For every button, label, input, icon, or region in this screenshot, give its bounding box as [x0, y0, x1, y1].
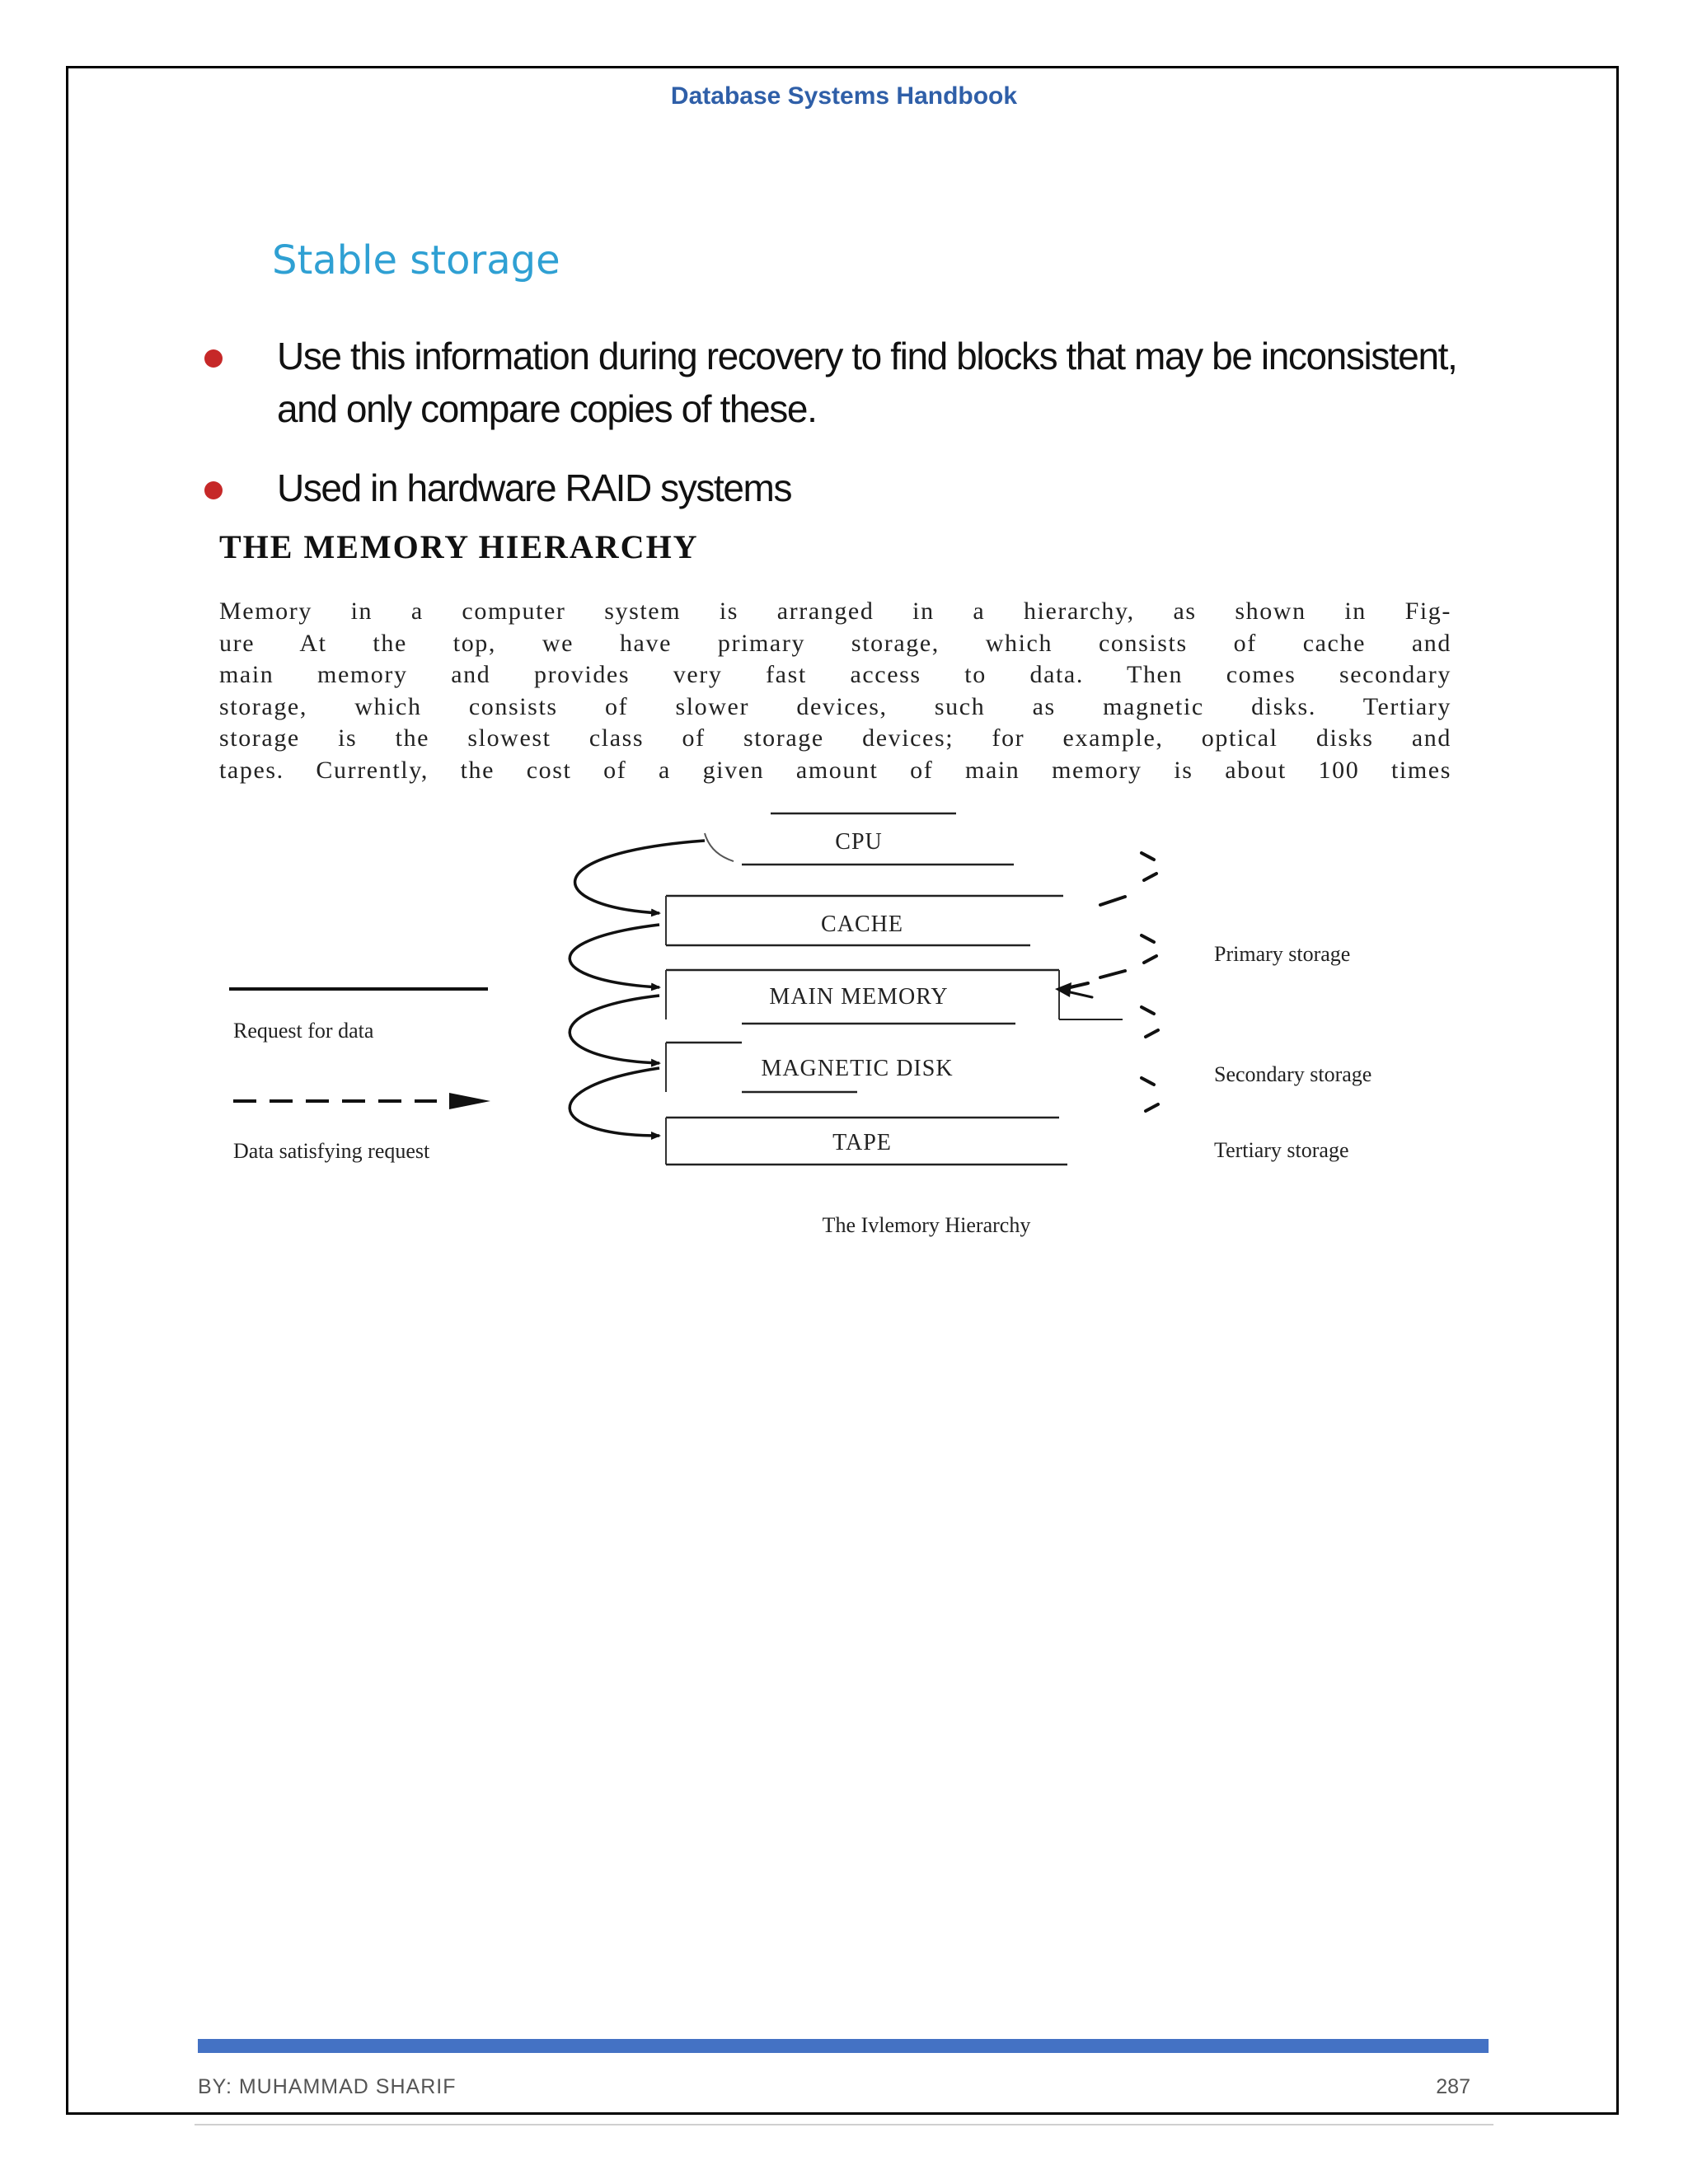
- legend-arrowhead-icon: [449, 1093, 490, 1109]
- section-title: Stable storage: [272, 237, 560, 284]
- paragraph-line: tapes. Currently, the cost of a given amount of main memory is about 100 times: [219, 756, 1451, 784]
- level-main-memory: [666, 970, 1123, 1024]
- bullet-line: and only compare copies of these.: [277, 387, 817, 430]
- footer-bar: [198, 2039, 1489, 2053]
- page-number: 287: [1436, 2075, 1470, 2098]
- tertiary-storage-label: Tertiary storage: [1214, 1138, 1349, 1162]
- level-label: MAIN MEMORY: [769, 984, 949, 1010]
- level-label: CACHE: [821, 912, 903, 937]
- footer-author: BY: MUHAMMAD SHARIF: [198, 2075, 457, 2098]
- primary-storage-label: Primary storage: [1214, 942, 1351, 966]
- request-arrows: [570, 841, 705, 1136]
- running-header: Database Systems Handbook: [670, 82, 1018, 110]
- paragraph-line: ure At the top, we have primary storage, which consists of cache and: [219, 629, 1451, 657]
- level-tape: [666, 1118, 1067, 1165]
- memory-hierarchy-heading: THE MEMORY HIERARCHY: [219, 528, 699, 565]
- level-label: CPU: [835, 829, 883, 855]
- bullet-line: Used in hardware RAID systems: [277, 466, 792, 509]
- bullet-line: Use this information during recovery to find blocks that may be inconsistent,: [277, 335, 1457, 377]
- level-cpu: [705, 813, 1014, 865]
- level-cache: [666, 896, 1063, 945]
- secondary-storage-label: Secondary storage: [1214, 1062, 1372, 1086]
- data-arrows: [1055, 853, 1158, 1111]
- paragraph-line: storage is the slowest class of storage devices; for example, optical disks and: [219, 724, 1451, 752]
- diagram-legend: [229, 989, 490, 1163]
- level-label: TAPE: [832, 1130, 892, 1155]
- figure-caption: The Ivlemory Hierarchy: [822, 1213, 1031, 1237]
- legend-solid-label: Request for data: [233, 1019, 374, 1043]
- level-magnetic-disk: [666, 1043, 954, 1092]
- level-label: MAGNETIC DISK: [761, 1056, 954, 1081]
- paragraph-line: storage, which consists of slower devices, such as magnetic disks. Tertiary: [219, 692, 1451, 720]
- paragraph-line: main memory and provides very fast access to data. Then comes secondary: [219, 661, 1451, 688]
- legend-dashed-label: Data satisfying request: [233, 1139, 430, 1163]
- bottom-rule: [195, 2124, 1493, 2125]
- paragraph-line: Memory in a computer system is arranged in a hierarchy, as shown in Fig-: [219, 598, 1451, 625]
